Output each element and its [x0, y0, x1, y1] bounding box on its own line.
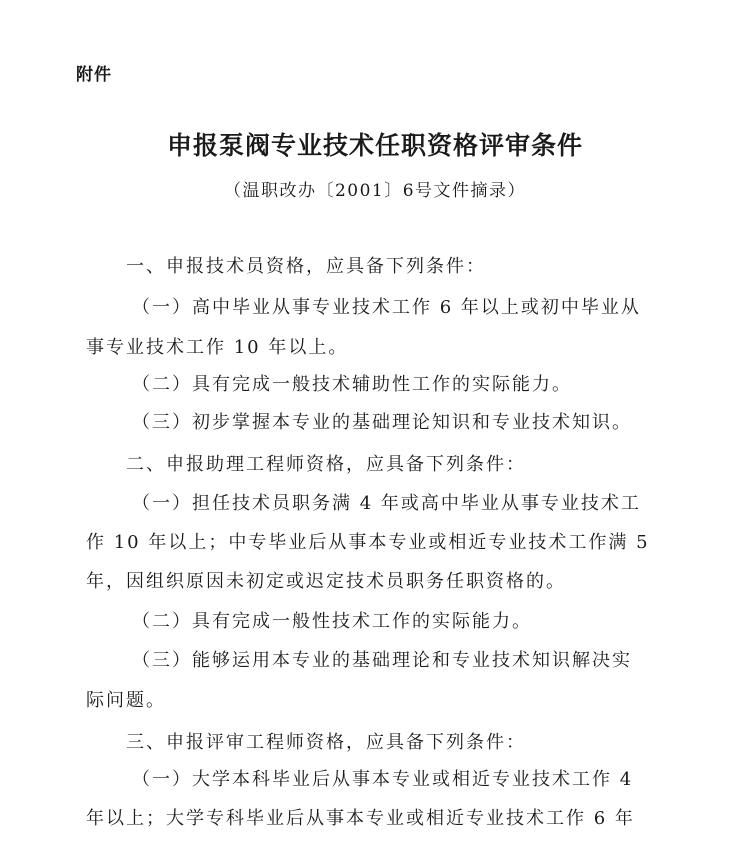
paragraph-line: 际问题。 — [86, 690, 166, 711]
paragraph-line: 事专业技术工作 10 年以上。 — [86, 337, 349, 358]
paragraph-line: （二）具有完成一般性技术工作的实际能力。 — [132, 611, 532, 632]
section-heading-assistant-engineer: 二、申报助理工程师资格，应具备下列条件： — [126, 454, 526, 475]
paragraph-line: 年，因组织原因未初定或迟定技术员职务任职资格的。 — [86, 571, 566, 592]
paragraph-line: 作 10 年以上；中专毕业后从事本专业或相近专业技术工作满 5 — [86, 532, 650, 553]
document-subtitle: （温职改办〔2001〕6号文件摘录） — [223, 181, 527, 201]
paragraph-line: （二）具有完成一般技术辅助性工作的实际能力。 — [132, 374, 572, 395]
attachment-label: 附件 — [76, 65, 112, 85]
paragraph-line: （三）能够运用本专业的基础理论和专业技术知识解决实 — [132, 650, 632, 671]
section-heading-technician: 一、申报技术员资格，应具备下列条件： — [126, 256, 486, 277]
paragraph-line: （一）高中毕业从事专业技术工作 6 年以上或初中毕业从 — [132, 297, 641, 318]
paragraph-line: （一）大学本科毕业后从事本专业或相近专业技术工作 4 — [132, 769, 634, 790]
paragraph-line: 年以上；大学专科毕业后从事本专业或相近专业技术工作 6 年 — [86, 808, 635, 829]
document-title: 申报泵阀专业技术任职资格评审条件 — [166, 131, 583, 160]
paragraph-line: （一）担任技术员职务满 4 年或高中毕业从事专业技术工 — [132, 493, 641, 514]
paragraph-line: （三）初步掌握本专业的基础理论知识和专业技术知识。 — [132, 412, 632, 433]
section-heading-engineer: 三、申报评审工程师资格，应具备下列条件： — [126, 732, 526, 753]
